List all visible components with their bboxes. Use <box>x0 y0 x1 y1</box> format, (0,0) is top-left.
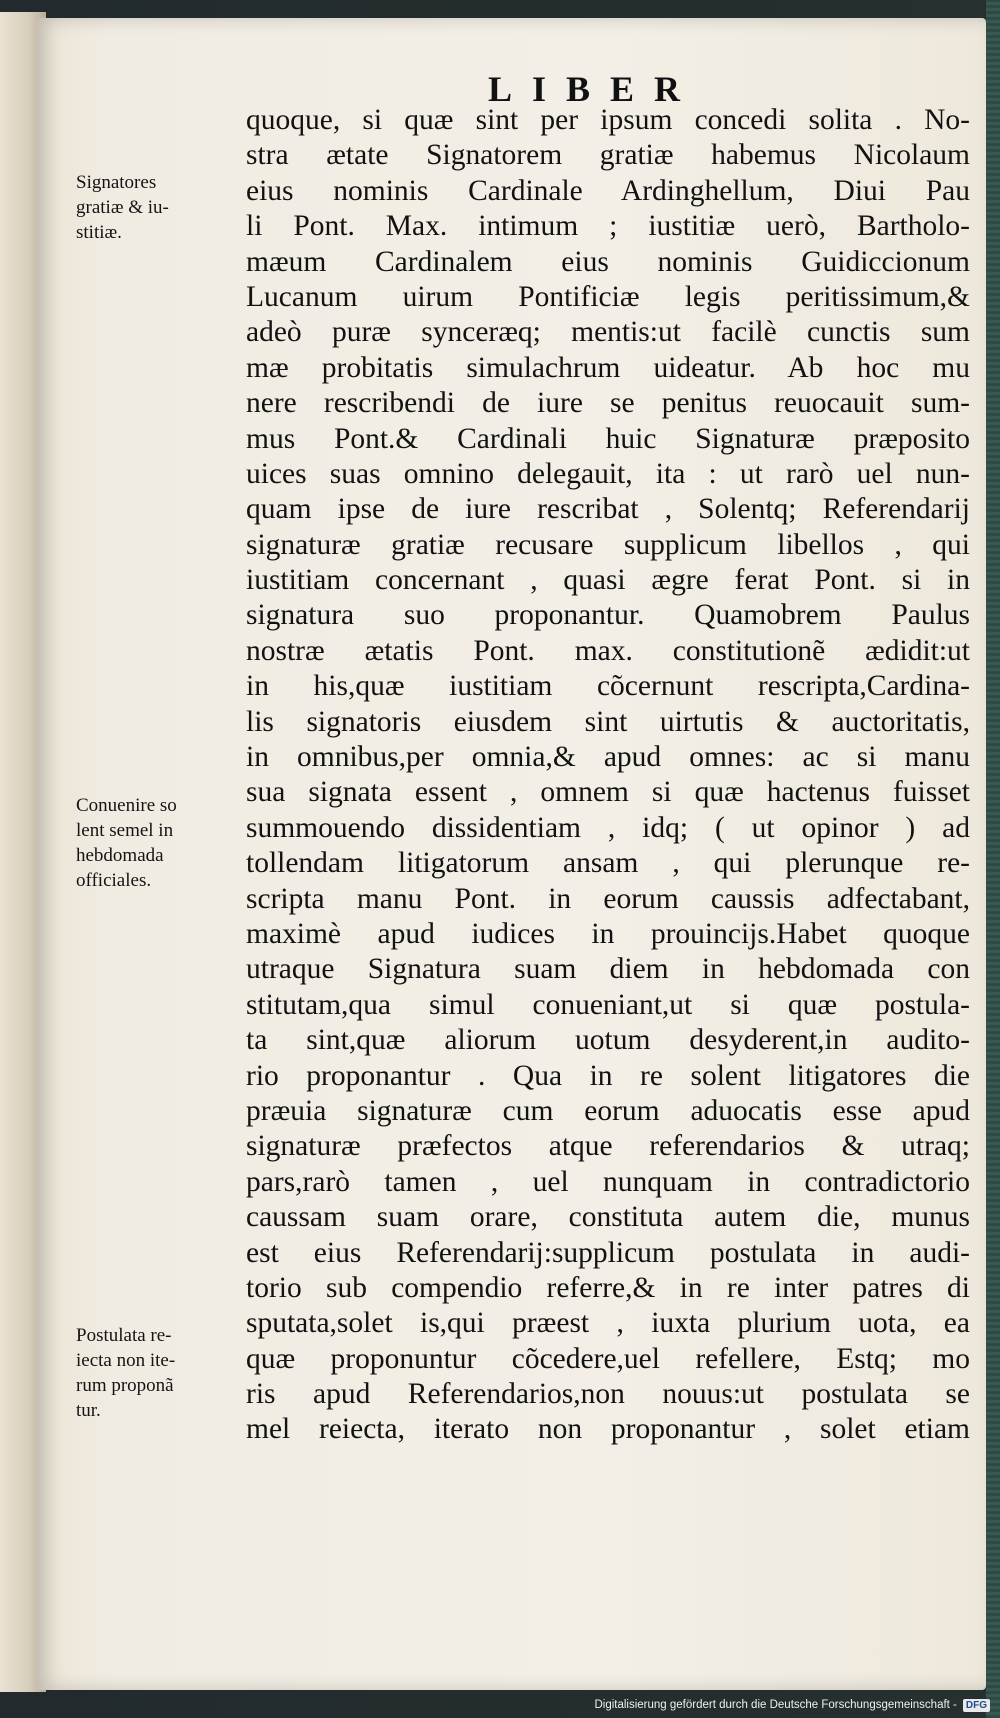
text-line: pars,rarò tamen , uel nunquam in contradictorio <box>246 1165 970 1198</box>
text-line: summouendo dissidentiam , idq; ( ut opinor ) ad <box>246 811 970 844</box>
text-line: utraque Signatura suam diem in hebdomada con <box>246 953 970 986</box>
text-line: nostræ ætatis Pont. max. constitutionẽ ædidit:ut <box>246 634 970 667</box>
margin-note-postulata <box>76 1323 236 1423</box>
text-line: quoque, si quæ sint per ipsum concedi solita . No- <box>246 104 970 136</box>
text-line: signaturæ gratiæ recusare supplicum libellos , qui <box>246 528 970 561</box>
text-line: tollendam litigatorum ansam , qui plerunque re- <box>246 847 970 880</box>
text-line: signaturæ præfectos atque referendarios & utraq; <box>246 1130 970 1163</box>
margin-note-line: Signatores <box>76 172 157 193</box>
text-line: iustitiam concernant , quasi ægre ferat Pont. si in <box>246 564 970 597</box>
text-line: nere rescribendi de iure se penitus reuocauit sum- <box>246 387 970 420</box>
cover-board-edge <box>986 0 1000 1718</box>
text-line: uices suas omnino delegauit, ita : ut rarò uel nun- <box>246 457 970 490</box>
text-line: mus Pont.& Cardinali huic Signaturæ præposito <box>246 422 970 455</box>
margin-note-line: hebdomada <box>76 845 164 866</box>
text-line: præuia signaturæ cum eorum aduocatis esse apud <box>246 1094 970 1127</box>
text-line: ta sint,quæ aliorum uotum desyderent,in audito- <box>246 1024 970 1057</box>
text-line: quæ proponuntur cõcedere,uel refellere, Estq; mo <box>246 1342 970 1375</box>
text-line: mæum Cardinalem eius nominis Guidiccionum <box>246 245 970 278</box>
main-text-block <box>246 103 970 1448</box>
digitization-footer <box>594 1694 990 1716</box>
margin-note-line: tur. <box>76 1400 101 1421</box>
text-line: mæ probitatis simulachrum uideatur. Ab hoc mu <box>246 351 970 384</box>
margin-note-line: lent semel in <box>76 820 174 841</box>
text-line: adeò puræ synceræq; mentis:ut facilè cunctis sum <box>246 316 970 349</box>
text-line: in his,quæ iustitiam cõcernunt rescripta,Cardina- <box>246 670 970 703</box>
text-line: rio proponantur . Qua in re solent litigatores die <box>246 1059 970 1092</box>
text-line: sputata,solet is,qui præest , iuxta plurium uota, ea <box>246 1307 970 1340</box>
running-head: LIBER <box>488 69 701 109</box>
text-line: scripta manu Pont. in eorum caussis adfectabant, <box>246 882 970 915</box>
text-line: quam ipse de iure rescribat , Solentq; Referendarij <box>246 493 970 526</box>
margin-note-line: Conuenire so <box>76 795 177 816</box>
text-line: in omnibus,per omnia,& apud omnes: ac si manu <box>246 741 970 774</box>
text-line: caussam suam orare, constituta autem die, munus <box>246 1201 970 1234</box>
margin-note-conuenire <box>76 793 236 893</box>
text-line: stitutam,qua simul conueniant,ut si quæ postula- <box>246 988 970 1021</box>
margin-note-signatores <box>76 170 236 245</box>
text-line: Lucanum uirum Pontificiæ legis peritissimum,& <box>246 280 970 313</box>
margin-note-line: iecta non ite- <box>76 1350 176 1371</box>
book-page <box>36 18 986 1690</box>
margin-note-line: gratiæ & iu- <box>76 197 169 218</box>
text-line: signatura suo proponantur. Quamobrem Paulus <box>246 599 970 632</box>
text-line: lis signatoris eiusdem sint uirtutis & auctoritatis, <box>246 705 970 738</box>
margin-note-line: rum proponã <box>76 1375 174 1396</box>
footer-credit-text: Digitalisierung gefördert durch die Deutsche Forschungsgemeinschaft - <box>594 1699 957 1711</box>
margin-note-line: officiales. <box>76 870 152 891</box>
text-line: mel reiecta, iterato non proponantur , solet etiam <box>246 1413 970 1446</box>
text-line: li Pont. Max. intimum ; iustitiæ uerò, Bartholo- <box>246 210 970 243</box>
text-line: maximè apud iudices in prouincijs.Habet quoque <box>246 917 970 950</box>
margin-note-line: stitiæ. <box>76 222 122 243</box>
text-line: ris apud Referendarios,non nouus:ut postulata se <box>246 1378 970 1411</box>
text-line: eius nominis Cardinale Ardinghellum, Diui Pau <box>246 174 970 207</box>
text-line: stra ætate Signatorem gratiæ habemus Nicolaum <box>246 139 970 172</box>
text-line: est eius Referendarij:supplicum postulata in audi- <box>246 1236 970 1269</box>
dfg-logo: DFG <box>963 1699 990 1712</box>
text-line: torio sub compendio referre,& in re inter patres di <box>246 1271 970 1304</box>
text-line: sua signata essent , omnem si quæ hactenus fuisset <box>246 776 970 809</box>
margin-note-line: Postulata re- <box>76 1325 172 1346</box>
